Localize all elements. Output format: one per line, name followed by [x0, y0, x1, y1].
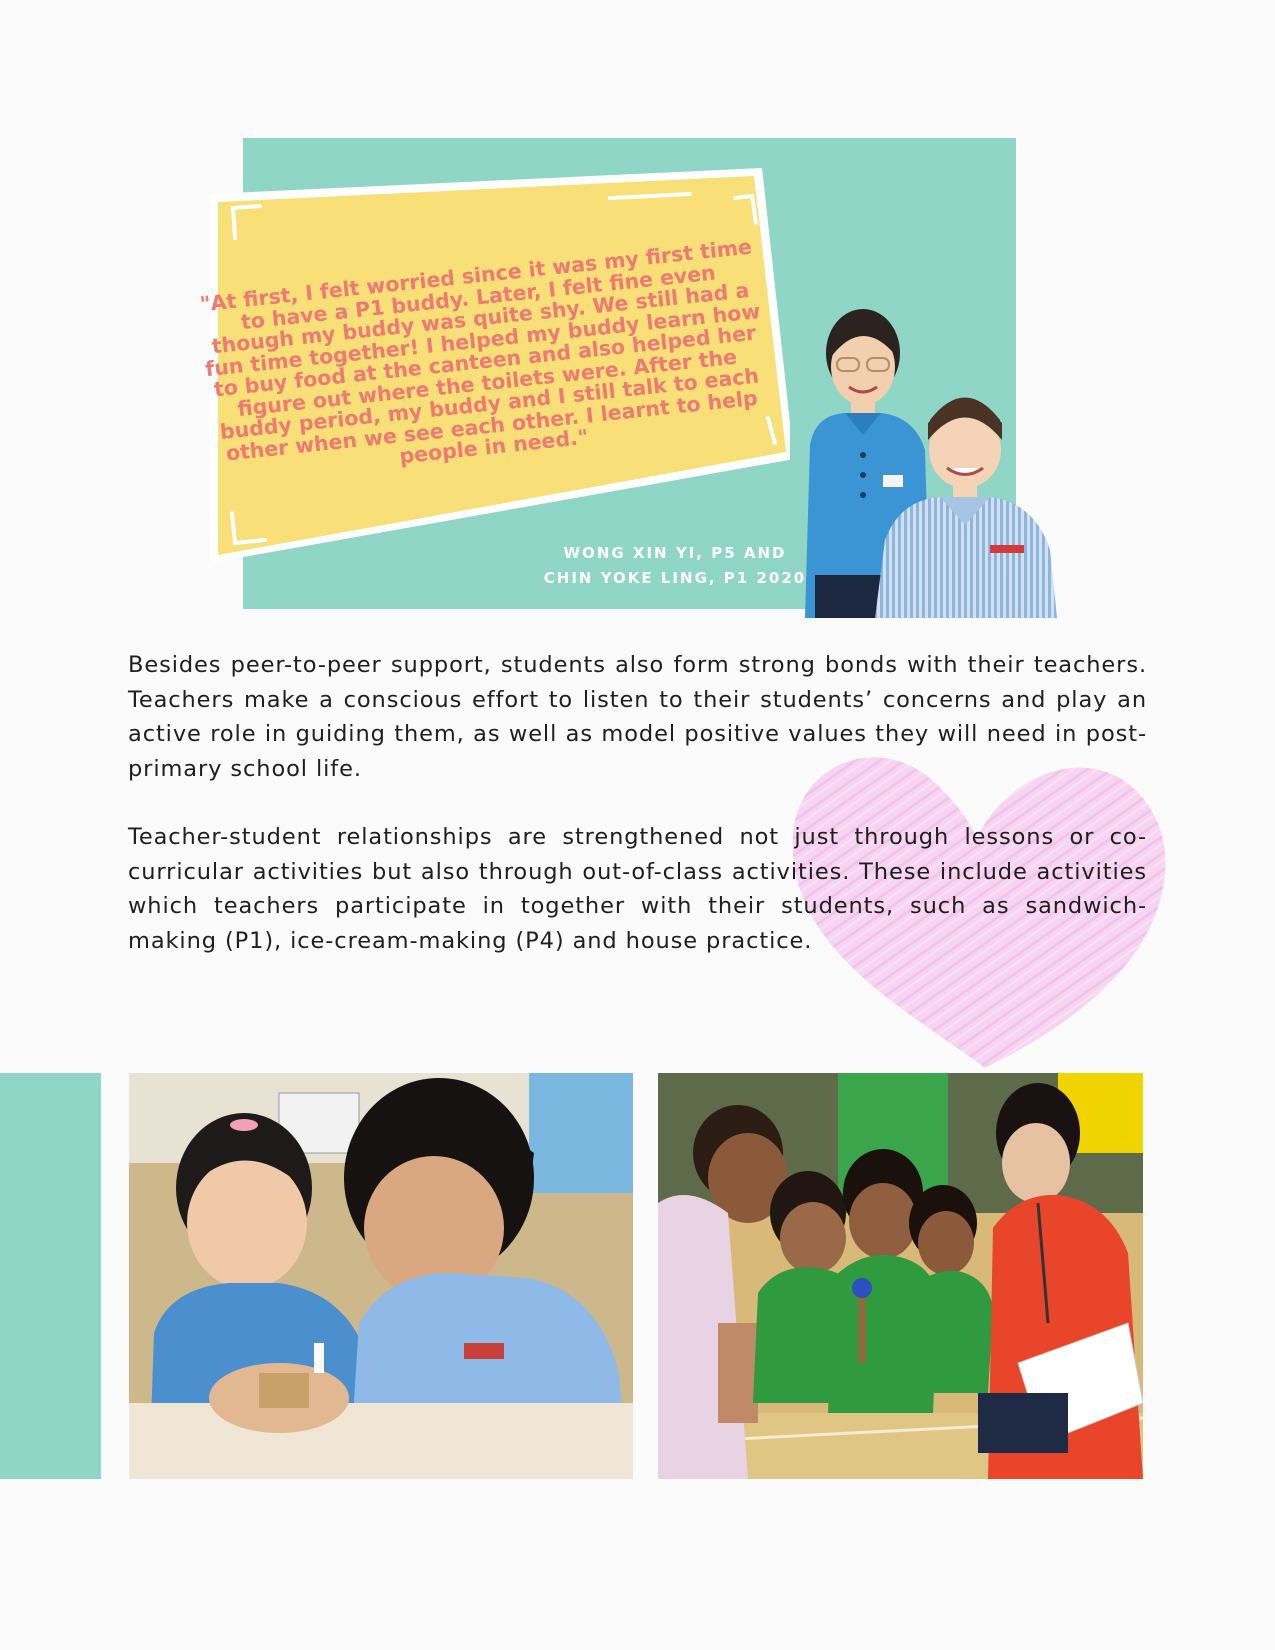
- testimonial-quote: "At first, I felt worried since it was my first time to have a P1 buddy. Later, I felt fine even though my buddy was quite shy. We still had a fun time together! I helped my buddy learn how to buy food at the canteen and also helped her figure out where the toilets were. After the buddy period, my buddy and I still talk to each other when we see each other. I learnt to help people in need.": [198, 234, 762, 469]
- body-paragraph-1: Besides peer-to-peer support, students also form strong bonds with their teachers. Teachers make a conscious effort to listen to their students’ concerns and play an active role in guiding them, as well as model positive values they will need in post-primary school life.: [128, 652, 1147, 782]
- credit-line-2: CHIN YOKE LING, P1 2020: [543, 569, 807, 587]
- body-paragraph-2: Teacher-student relationships are strengthened not just through lessons or co-curricular activities but also through out-of-class activities. These include activities which teachers participate in together with their students, such as sandwich-making (P1), ice-cream-making (P4) and house practice.: [128, 824, 1147, 954]
- credit-line-1: WONG XIN YI, P5 AND: [563, 544, 787, 562]
- students-photo: [805, 305, 1057, 618]
- testimonial-credit: [530, 541, 820, 591]
- sandwich-making-photo: [129, 1073, 633, 1479]
- house-practice-photo: [658, 1073, 1143, 1479]
- teal-accent-strip: [0, 1073, 101, 1479]
